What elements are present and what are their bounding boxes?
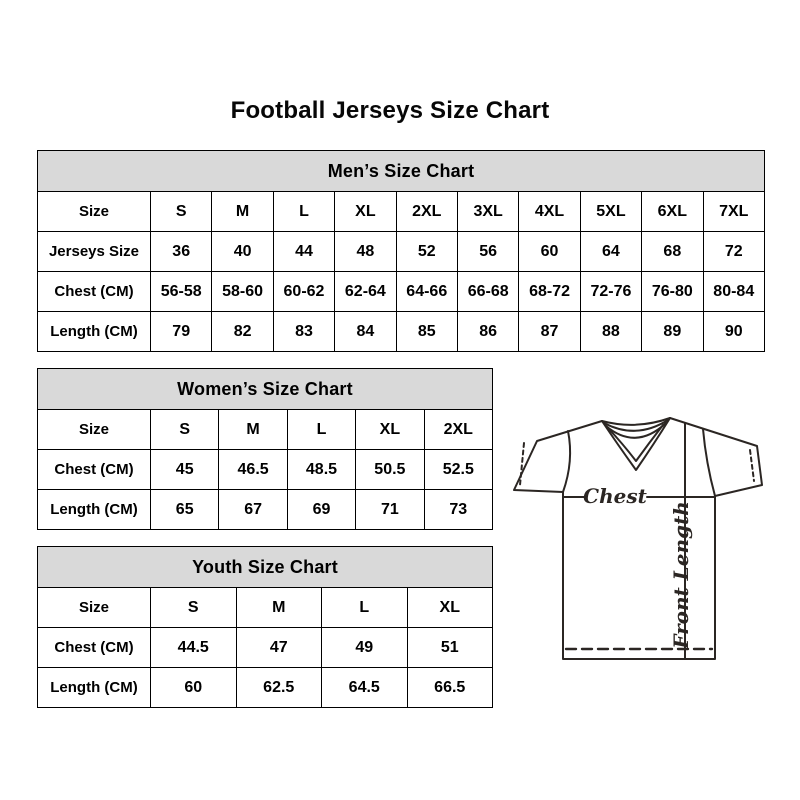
data-cell: M xyxy=(212,192,273,232)
data-cell: M xyxy=(236,588,322,628)
data-cell: 56-58 xyxy=(151,272,212,312)
table-row xyxy=(38,312,765,352)
data-cell: 60 xyxy=(151,668,237,708)
data-cell: 52.5 xyxy=(424,450,492,490)
data-cell: XL xyxy=(407,588,493,628)
data-cell: 65 xyxy=(151,490,219,530)
data-cell: 60-62 xyxy=(273,272,334,312)
womens-header-row xyxy=(38,369,493,410)
data-cell: 3XL xyxy=(457,192,518,232)
data-cell: 68 xyxy=(642,232,703,272)
data-cell: 73 xyxy=(424,490,492,530)
table-row xyxy=(38,450,493,490)
data-cell: 62.5 xyxy=(236,668,322,708)
data-cell: 60 xyxy=(519,232,580,272)
data-cell: 51 xyxy=(407,628,493,668)
data-cell: 6XL xyxy=(642,192,703,232)
jersey-measurement-diagram xyxy=(498,403,770,677)
womens-size-table xyxy=(37,368,493,530)
data-cell: 5XL xyxy=(580,192,641,232)
data-cell: 62-64 xyxy=(335,272,396,312)
data-cell: 82 xyxy=(212,312,273,352)
row-label: Jerseys Size xyxy=(38,232,151,272)
data-cell: 88 xyxy=(580,312,641,352)
data-cell: 49 xyxy=(322,628,408,668)
data-cell: M xyxy=(219,410,287,450)
data-cell: 76-80 xyxy=(642,272,703,312)
data-cell: 44 xyxy=(273,232,334,272)
table-row xyxy=(38,588,493,628)
data-cell: 48.5 xyxy=(287,450,355,490)
data-cell: L xyxy=(287,410,355,450)
data-cell: 2XL xyxy=(396,192,457,232)
data-cell: 69 xyxy=(287,490,355,530)
jersey-cuff-dash-left xyxy=(520,443,524,485)
table-row xyxy=(38,232,765,272)
data-cell: 83 xyxy=(273,312,334,352)
data-cell: XL xyxy=(356,410,424,450)
data-cell: 84 xyxy=(335,312,396,352)
data-cell: 56 xyxy=(457,232,518,272)
row-label: Size xyxy=(38,588,151,628)
table-row xyxy=(38,192,765,232)
row-label: Length (CM) xyxy=(38,668,151,708)
data-cell: 48 xyxy=(335,232,396,272)
table-row xyxy=(38,490,493,530)
data-cell: 7XL xyxy=(703,192,764,232)
youth-size-table xyxy=(37,546,493,708)
data-cell: 72 xyxy=(703,232,764,272)
table-row xyxy=(38,410,493,450)
data-cell: 85 xyxy=(396,312,457,352)
data-cell: 66-68 xyxy=(457,272,518,312)
data-cell: L xyxy=(322,588,408,628)
youth-header-row xyxy=(38,547,493,588)
jersey-armhole-left xyxy=(563,431,570,492)
data-cell: 50.5 xyxy=(356,450,424,490)
data-cell: 64 xyxy=(580,232,641,272)
chest-label: Chest xyxy=(583,484,647,508)
data-cell: S xyxy=(151,410,219,450)
table-row xyxy=(38,628,493,668)
jersey-armhole-right xyxy=(703,429,715,496)
data-cell: 80-84 xyxy=(703,272,764,312)
mens-header-row xyxy=(38,151,765,192)
row-label: Chest (CM) xyxy=(38,450,151,490)
front-length-label: Front Length xyxy=(669,501,693,649)
data-cell: 68-72 xyxy=(519,272,580,312)
data-cell: S xyxy=(151,192,212,232)
data-cell: XL xyxy=(335,192,396,232)
data-cell: 46.5 xyxy=(219,450,287,490)
data-cell: 66.5 xyxy=(407,668,493,708)
data-cell: 52 xyxy=(396,232,457,272)
data-cell: 71 xyxy=(356,490,424,530)
row-label: Length (CM) xyxy=(38,312,151,352)
data-cell: 79 xyxy=(151,312,212,352)
data-cell: 87 xyxy=(519,312,580,352)
jersey-cuff-dash-right xyxy=(750,450,754,481)
data-cell: 45 xyxy=(151,450,219,490)
mens-size-table xyxy=(37,150,765,352)
data-cell: 40 xyxy=(212,232,273,272)
data-cell: 36 xyxy=(151,232,212,272)
data-cell: 2XL xyxy=(424,410,492,450)
row-label: Size xyxy=(38,410,151,450)
data-cell: L xyxy=(273,192,334,232)
table-row xyxy=(38,668,493,708)
page-title: Football Jerseys Size Chart xyxy=(230,97,550,124)
row-label: Chest (CM) xyxy=(38,272,151,312)
row-label: Chest (CM) xyxy=(38,628,151,668)
data-cell: 4XL xyxy=(519,192,580,232)
data-cell: 47 xyxy=(236,628,322,668)
row-label: Length (CM) xyxy=(38,490,151,530)
mens-table-title: Men’s Size Chart xyxy=(38,151,765,192)
row-label: Size xyxy=(38,192,151,232)
data-cell: 89 xyxy=(642,312,703,352)
data-cell: 44.5 xyxy=(151,628,237,668)
womens-table-title: Women’s Size Chart xyxy=(38,369,493,410)
data-cell: 64-66 xyxy=(396,272,457,312)
data-cell: 86 xyxy=(457,312,518,352)
data-cell: 64.5 xyxy=(322,668,408,708)
jersey-diagram-svg xyxy=(498,403,770,677)
youth-table-title: Youth Size Chart xyxy=(38,547,493,588)
jersey-silhouette xyxy=(514,418,762,659)
data-cell: 90 xyxy=(703,312,764,352)
data-cell: S xyxy=(151,588,237,628)
table-row xyxy=(38,272,765,312)
data-cell: 58-60 xyxy=(212,272,273,312)
data-cell: 72-76 xyxy=(580,272,641,312)
data-cell: 67 xyxy=(219,490,287,530)
